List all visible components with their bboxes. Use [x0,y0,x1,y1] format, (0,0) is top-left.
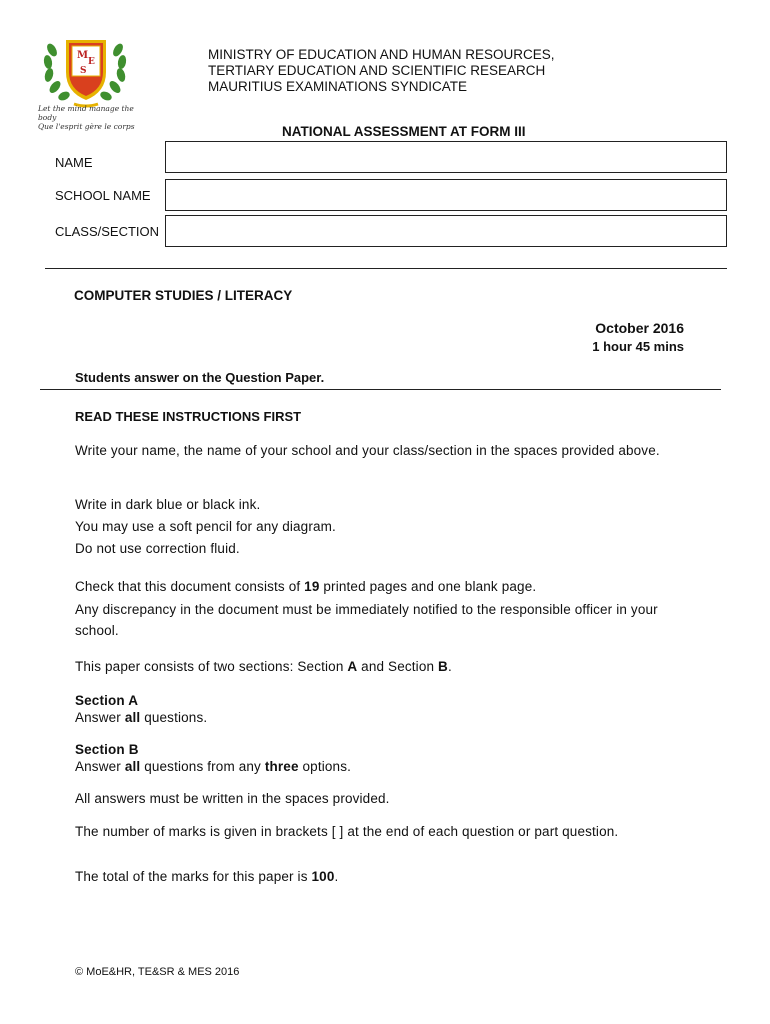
divider [45,268,727,269]
exam-duration: 1 hour 45 mins [592,339,684,354]
text-segment: This paper consists of two sections: Section [75,659,348,674]
name-field[interactable] [165,141,727,173]
total-marks: 100 [311,869,335,884]
instruction-discrepancy: Any discrepancy in the document must be immediately notified to the responsible officer in your school. [75,602,658,638]
motto-line-2: Que l'esprit gère le corps [38,122,135,131]
text-segment: The total of the marks for this paper is [75,869,312,884]
instruction-sections [75,658,452,675]
instruction-ink: Write in dark blue or black ink. [75,497,261,512]
text-segment: questions from any [140,759,265,774]
section-a-instruction [75,709,207,726]
section-b [75,741,351,775]
text-segment: printed pages and one blank page. [319,579,537,594]
text-segment: questions. [140,710,208,725]
school-name-field[interactable] [165,179,727,211]
section-a-ref: A [347,659,358,674]
motto-line-1: Let the mind manage the body [38,104,134,122]
ministry-header [208,47,555,95]
instruction-name: Write your name, the name of your school and your class/section in the spaces provided above. [75,443,660,458]
emphasis: three [264,759,299,774]
answer-note: Students answer on the Question Paper. [75,370,325,385]
name-label: NAME [55,155,93,170]
mes-crest-icon [38,30,134,110]
instructions-heading: READ THESE INSTRUCTIONS FIRST [75,409,302,424]
section-a-heading: Section A [75,693,139,708]
class-section-label: CLASS/SECTION [55,224,160,239]
instruction-fluid: Do not use correction fluid. [75,541,240,556]
logo-motto [38,104,138,131]
subject-title: COMPUTER STUDIES / LITERACY [74,288,293,303]
assessment-title: NATIONAL ASSESSMENT AT FORM III [282,124,526,139]
section-a [75,692,207,726]
text-segment: . [334,869,339,884]
section-b-heading: Section B [75,742,139,757]
instruction-page-count [75,578,536,595]
ministry-line-3: MAURITIUS EXAMINATIONS SYNDICATE [208,79,468,94]
page-count: 19 [304,579,320,594]
ministry-line-2: TERTIARY EDUCATION AND SCIENTIFIC RESEARCH [208,63,546,78]
class-section-field[interactable] [165,215,727,247]
text-segment: options. [298,759,352,774]
divider [40,389,721,390]
instruction-marks: The number of marks is given in brackets [ ] at the end of each question or part question. [75,824,619,839]
instruction-pencil: You may use a soft pencil for any diagram. [75,519,336,534]
school-name-label: SCHOOL NAME [55,188,151,203]
text-segment: Answer [75,710,125,725]
text-segment: . [447,659,452,674]
copyright-footer: © MoE&HR, TE&SR & MES 2016 [75,966,240,978]
logo-letter-s: S [80,66,87,76]
exam-date: October 2016 [595,320,684,336]
emphasis: all [124,710,141,725]
text-segment: Answer [75,759,125,774]
section-b-instruction [75,758,351,775]
emphasis: all [124,759,141,774]
text-segment: and Section [357,659,439,674]
text-segment: Check that this document consists of [75,579,305,594]
logo-letter-m: M [77,50,89,61]
instruction-answers: All answers must be written in the spaces provided. [75,791,390,806]
section-b-ref: B [438,659,448,674]
logo-letter-e: E [88,57,95,67]
instruction-total [75,868,338,885]
ministry-line-1: MINISTRY OF EDUCATION AND HUMAN RESOURCES, [208,47,555,62]
